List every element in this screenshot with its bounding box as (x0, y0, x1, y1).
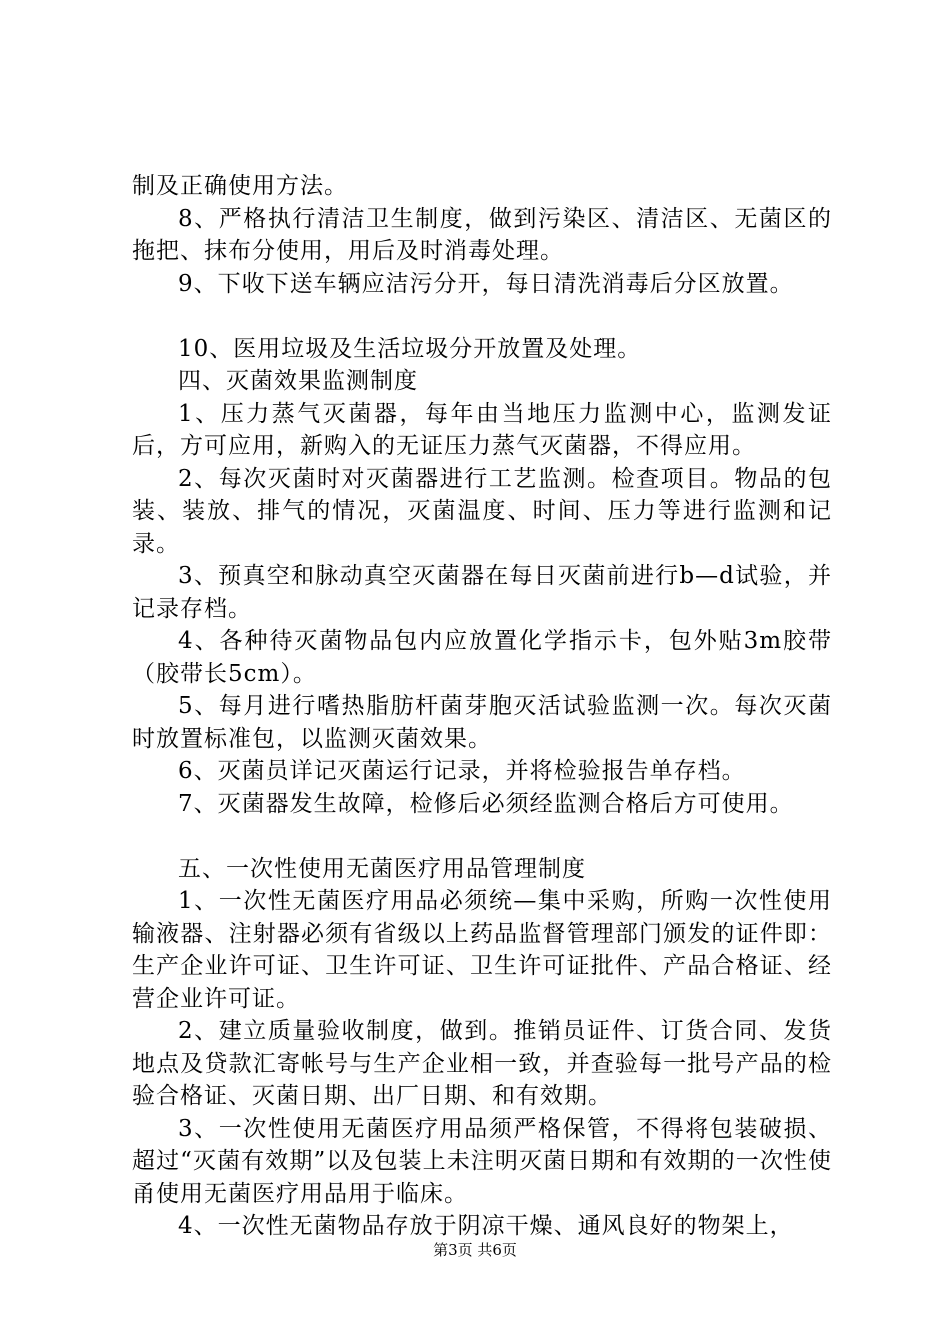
paragraph: 2、每次灭菌时对灭菌器进行工艺监测。检查项目。物品的包装、装放、排气的情况，灭菌温度、时间、压力等进行监测和记录。 (132, 465, 832, 557)
paragraph: 3、预真空和脉动真空灭菌器在每日灭菌前进行b—d试验，并记录存档。 (132, 563, 832, 622)
page-footer: 第3页 共6页 (433, 1241, 517, 1259)
paragraph: 1、一次性无菌医疗用品必须统—集中采购，所购一次性使用输液器、注射器必须有省级以上药品监督管理部门颁发的证件即：生产企业许可证、卫生许可证、卫生许可证批件、产品合格证、经营企业许可证。 (132, 888, 832, 1012)
paragraph: 1、压力蒸气灭菌器，每年由当地压力监测中心，监测发证后，方可应用，新购入的无证压力蒸气灭菌器，不得应用。 (132, 400, 832, 459)
paragraph: 2、建立质量验收制度，做到。推销员证件、订货合同、发货地点及贷款汇寄帐号与生产企业相一致，并查验每一批号产品的检验合格证、灭菌日期、出厂日期、和有效期。 (132, 1018, 832, 1109)
paragraph: 7、灭菌器发生故障，检修后必须经监测合格后方可使用。 (178, 790, 794, 817)
blank-line (132, 300, 832, 333)
paragraph: 9、下收下送车辆应洁污分开，每日清洗消毒后分区放置。 (178, 270, 794, 297)
paragraph: 四、灭菌效果监测制度 (178, 368, 418, 394)
paragraph: 3、一次性使用无菌医疗用品须严格保管，不得将包装破损、超过“灭菌有效期”以及包装上未注明灭菌日期和有效期的一次性使甬使用无菌医疗用品用于临床。 (132, 1115, 832, 1207)
document-body (132, 170, 832, 1243)
paragraph: 8、严格执行清洁卫生制度，做到污染区、清洁区、无菌区的拖把、抹布分使用，用后及时消毒处理。 (132, 205, 832, 264)
paragraph: 五、一次性使用无菌医疗用品管理制度 (178, 855, 586, 882)
paragraph: 4、各种待灭菌物品包内应放置化学指示卡，包外贴3m胶带（胶带长5cm）。 (132, 628, 832, 687)
paragraph: 4、一次性无菌物品存放于阴凉干燥、通风良好的物架上， (178, 1213, 794, 1239)
blank-line (132, 820, 832, 853)
paragraph: 5、每月进行嗜热脂肪杆菌芽胞灭活试验监测一次。每次灭菌时放置标准包，以监测灭菌效果。 (132, 693, 832, 752)
paragraph: 制及正确使用方法。 (132, 173, 348, 199)
paragraph: 6、灭菌员详记灭菌运行记录，并将检验报告单存档。 (178, 758, 746, 784)
paragraph: 10、医用垃圾及生活垃圾分开放置及处理。 (178, 335, 642, 362)
